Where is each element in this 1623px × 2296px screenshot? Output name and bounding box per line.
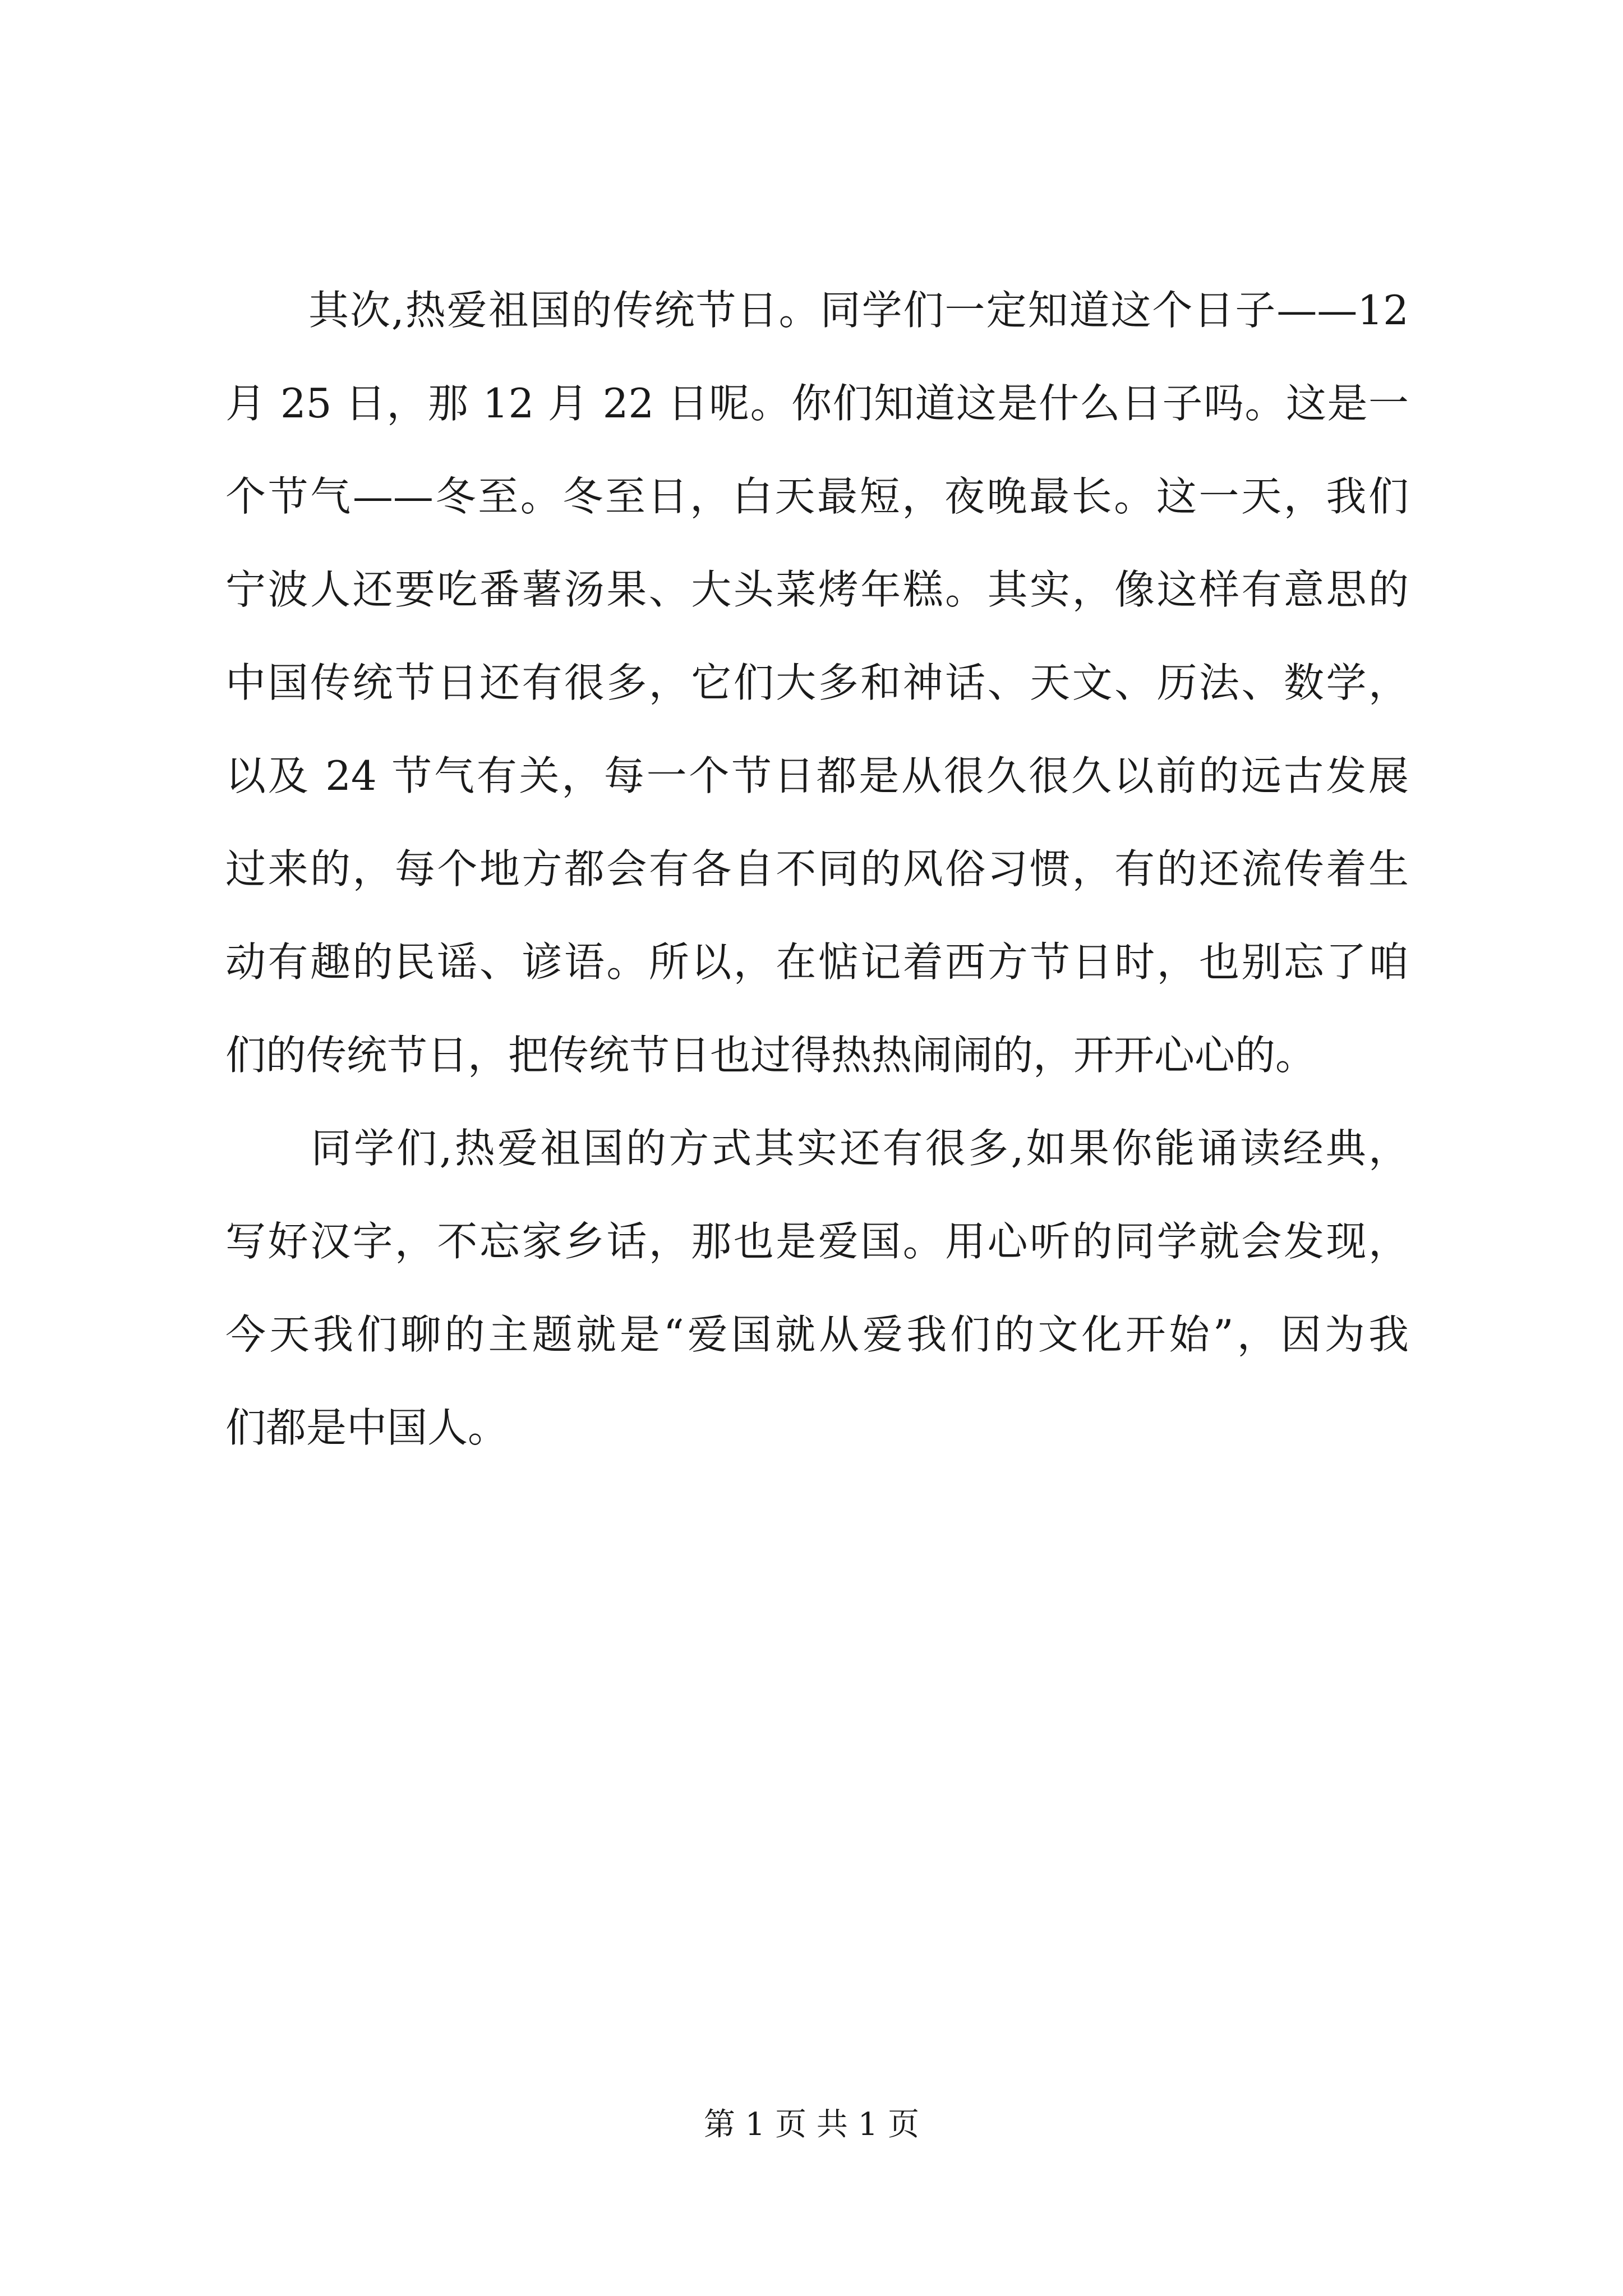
text-line: 动有趣的民谣、谚语。所以，在惦记着西方节日时，也别忘了咱 <box>225 938 1409 986</box>
text-line: 同学们,热爱祖国的方式其实还有很多,如果你能诵读经典， <box>225 1125 1409 1172</box>
text-line: 个节气——冬至。冬至日，白天最短，夜晚最长。这一天，我们 <box>225 473 1409 520</box>
text-line: 们都是中国人。 <box>225 1404 509 1451</box>
text-line: 月 25 日，那 12 月 22 日呢。你们知道这是什么日子吗。这是一 <box>225 380 1409 427</box>
text-line: 以及 24 节气有关，每一个节日都是从很久很久以前的远古发展 <box>225 752 1409 799</box>
text-line: 写好汉字，不忘家乡话，那也是爱国。用心听的同学就会发现， <box>225 1218 1409 1265</box>
text-line: 们的传统节日，把传统节日也过得热热闹闹的，开开心心的。 <box>225 1032 1316 1079</box>
text-line: 宁波人还要吃番薯汤果、大头菜烤年糕。其实，像这样有意思的 <box>225 566 1409 613</box>
page-footer: 第 1 页 共 1 页 <box>703 2106 920 2143</box>
text-line: 中国传统节日还有很多，它们大多和神话、天文、历法、数学， <box>225 659 1409 706</box>
text-line: 过来的，每个地方都会有各自不同的风俗习惯，有的还流传着生 <box>225 845 1409 892</box>
body-text <box>225 264 1409 1474</box>
text-line: 其次,热爱祖国的传统节日。同学们一定知道这个日子——12 <box>225 287 1409 334</box>
text-line: 今天我们聊的主题就是“爱国就从爱我们的文化开始”，因为我 <box>225 1311 1409 1358</box>
